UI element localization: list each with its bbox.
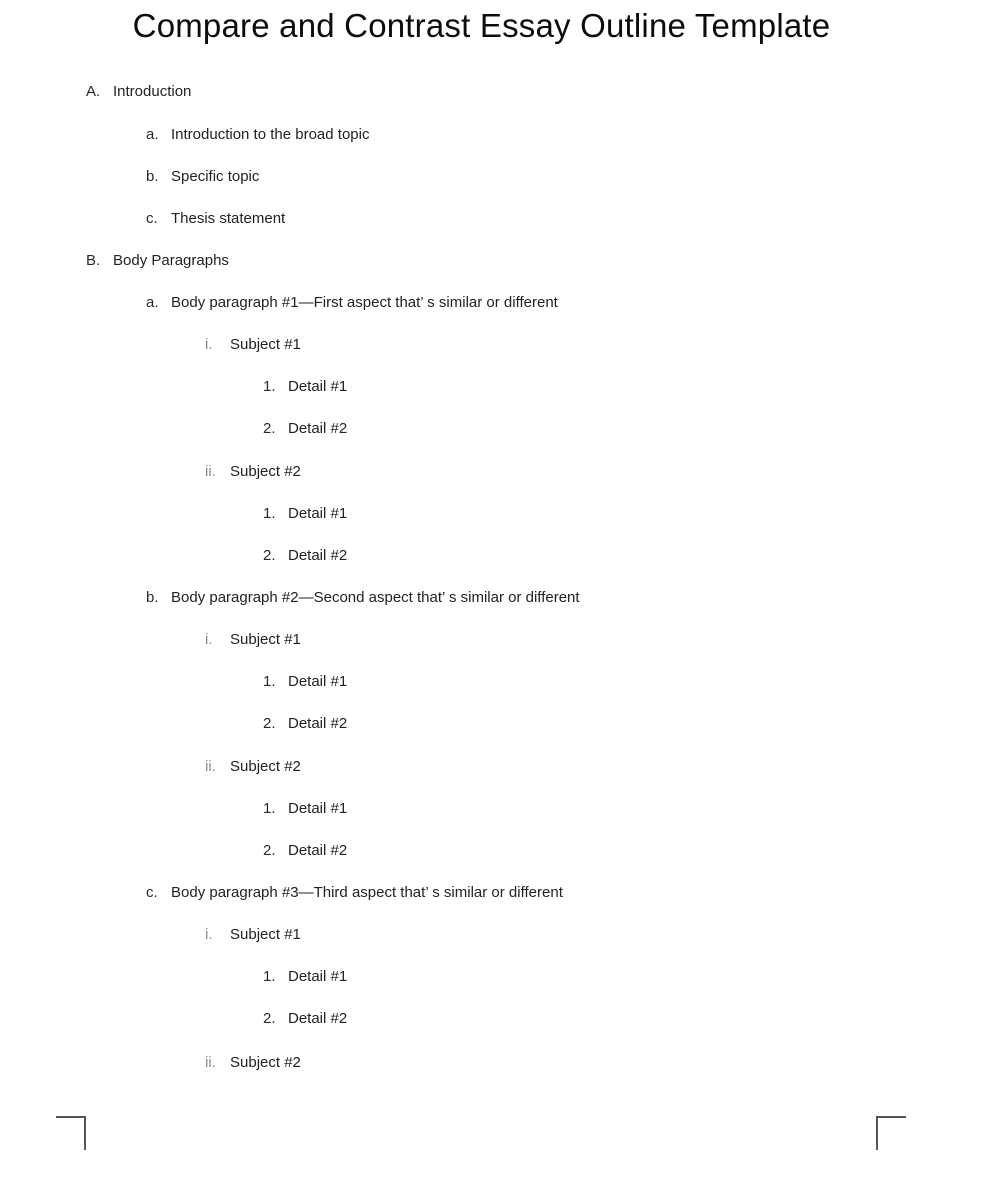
outline-marker: ii. (205, 758, 216, 775)
outline-marker: c. (146, 884, 158, 901)
outline-text: Body paragraph #3—Third aspect that’ s similar or different (171, 884, 563, 901)
outline-marker: i. (205, 926, 213, 943)
page-corner-mark-left (56, 1116, 86, 1150)
outline-text: Detail #2 (288, 420, 348, 437)
outline-marker: 2. (263, 420, 276, 437)
outline-marker: 1. (263, 673, 276, 690)
page-corner-mark-right (876, 1116, 906, 1150)
outline-text: Thesis statement (171, 210, 286, 227)
outline-text: Body Paragraphs (113, 252, 229, 269)
outline-marker: ii. (205, 463, 216, 480)
outline-text: Detail #2 (288, 1010, 348, 1027)
outline-marker: 1. (263, 968, 276, 985)
outline-text: Subject #1 (230, 336, 301, 353)
outline-text: Detail #2 (288, 715, 348, 732)
outline-marker: b. (146, 168, 159, 185)
outline-text: Detail #1 (288, 968, 348, 985)
outline-text: Subject #1 (230, 926, 301, 943)
outline-marker: i. (205, 336, 213, 353)
outline-marker: a. (146, 126, 159, 143)
outline-text: Detail #1 (288, 378, 348, 395)
outline-marker: 1. (263, 505, 276, 522)
outline-text: Body paragraph #1—First aspect that’ s similar or different (171, 294, 558, 311)
outline-text: Detail #1 (288, 505, 348, 522)
outline-marker: 1. (263, 800, 276, 817)
outline-text: Subject #1 (230, 631, 301, 648)
outline-marker: B. (86, 252, 101, 269)
outline-text: Subject #2 (230, 1054, 301, 1071)
outline-text: Subject #2 (230, 758, 301, 775)
outline-text: Detail #2 (288, 842, 348, 859)
outline-text: Introduction (113, 83, 192, 100)
outline-marker: a. (146, 294, 159, 311)
outline-text: Introduction to the broad topic (171, 126, 370, 143)
outline-text: Body paragraph #2—Second aspect that’ s similar or different (171, 589, 580, 606)
outline-marker: 2. (263, 1010, 276, 1027)
outline-text: Detail #2 (288, 547, 348, 564)
outline-marker: ii. (205, 1054, 216, 1071)
outline-text: Detail #1 (288, 673, 348, 690)
outline-marker: 2. (263, 715, 276, 732)
outline-marker: 2. (263, 547, 276, 564)
outline-marker: A. (86, 83, 101, 100)
outline-marker: 2. (263, 842, 276, 859)
outline-marker: 1. (263, 378, 276, 395)
outline-text: Specific topic (171, 168, 260, 185)
outline-marker: b. (146, 589, 159, 606)
document-title: Compare and Contrast Essay Outline Template (132, 7, 831, 44)
outline-text: Detail #1 (288, 800, 348, 817)
outline-marker: i. (205, 631, 213, 648)
outline-marker: c. (146, 210, 158, 227)
outline-text: Subject #2 (230, 463, 301, 480)
